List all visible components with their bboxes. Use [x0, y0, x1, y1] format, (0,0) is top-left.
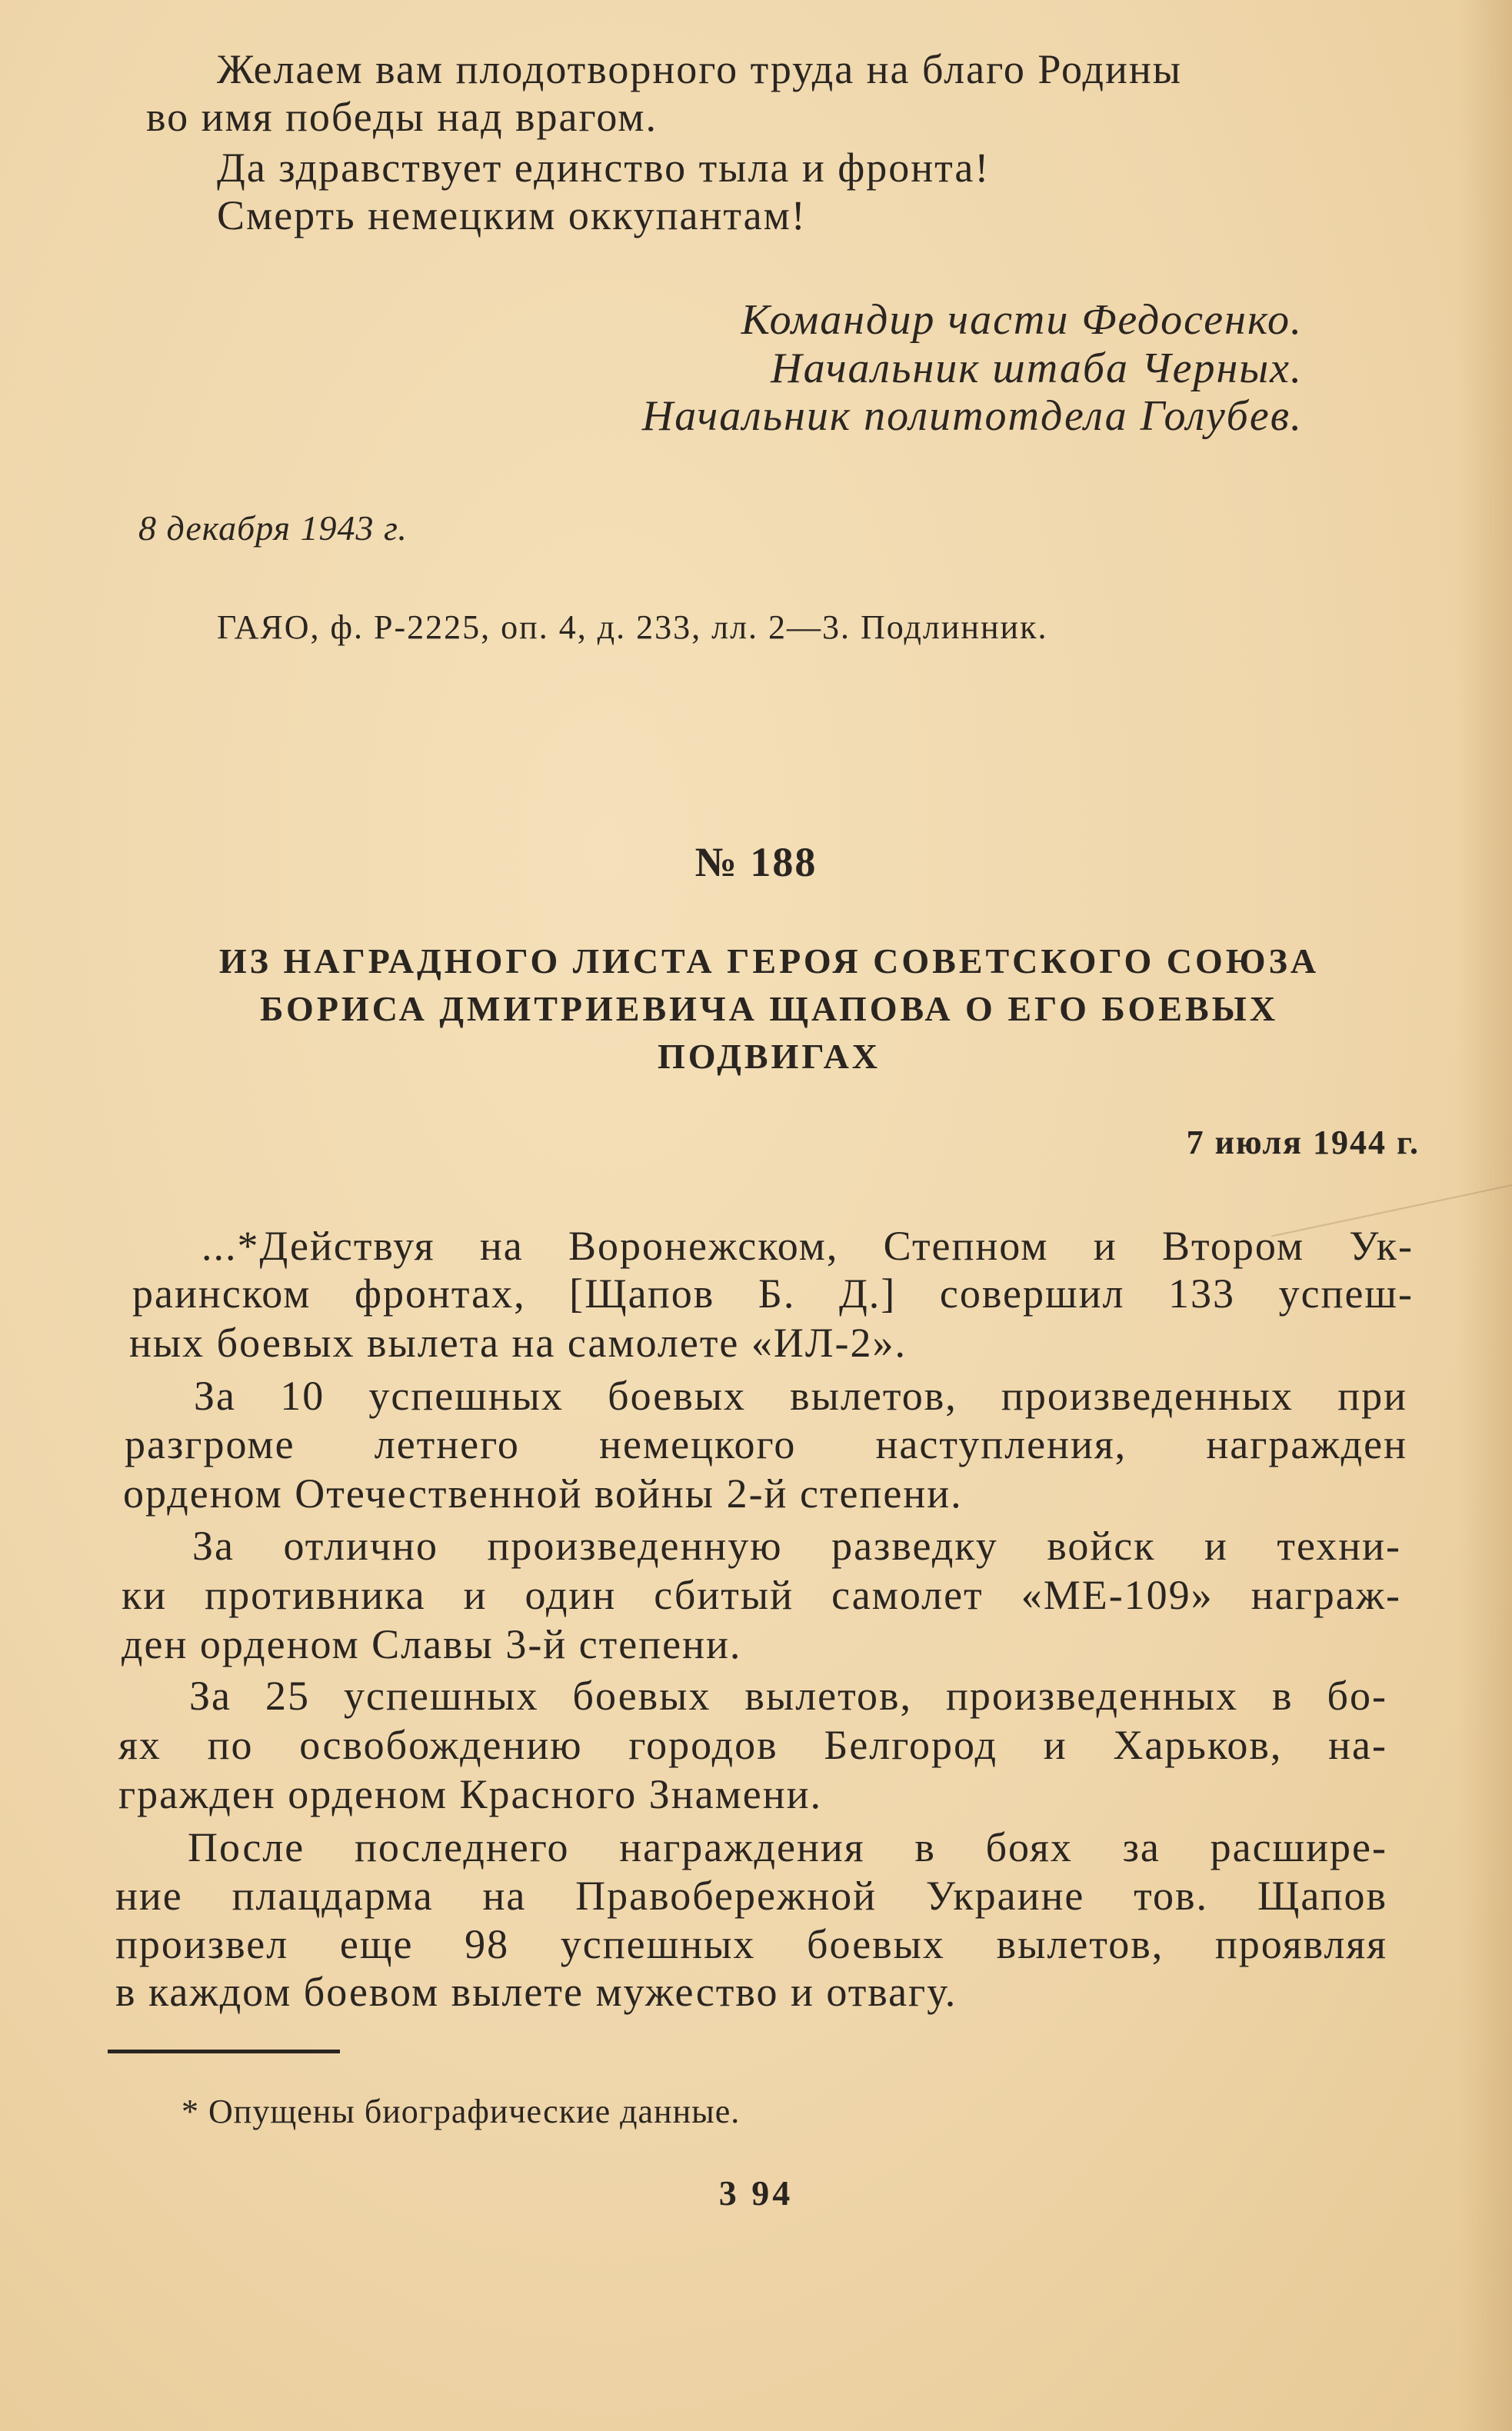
closing-line-2: во имя победы над врагом. [146, 94, 658, 140]
document-number: № 188 [694, 839, 818, 885]
body-line: За отлично произведенную разведку войск и техни- [192, 1523, 1401, 1569]
body-line: орденом Отечественной войны 2-й степени. [123, 1470, 963, 1517]
body-line: ях по освобождению городов Белгород и Харьков, на- [118, 1722, 1387, 1768]
body-line: ...*Действуя на Воронежском, Степном и Втором Ук- [201, 1223, 1414, 1269]
signature-political-chief: Начальник политотдела Голубев. [641, 392, 1303, 440]
closing-line-1: Желаем вам плодотворного труда на благо Родины [217, 46, 1183, 92]
archive-reference: ГАЯО, ф. Р-2225, оп. 4, д. 233, лл. 2—3. Подлинник. [217, 608, 1048, 646]
body-line: в каждом боевом вылете мужество и отвагу. [115, 1969, 957, 2015]
previous-document-date: 8 декабря 1943 г. [138, 508, 408, 548]
closing-line-4: Смерть немецким оккупантам! [217, 192, 807, 238]
body-line: ки противника и один сбитый самолет «МЕ-109» награж- [122, 1572, 1401, 1618]
document-title-line-2: БОРИСА ДМИТРИЕВИЧА ЩАПОВА О ЕГО БОЕВЫХ [259, 989, 1279, 1028]
body-line: ние плацдарма на Правобережной Украине тов. Щапов [115, 1873, 1387, 1919]
signature-commander: Командир части Федосенко. [741, 296, 1303, 344]
body-line: После последнего награждения в боях за расшире- [188, 1824, 1387, 1870]
page-number: 3 94 [718, 2173, 794, 2213]
body-line: произвел еще 98 успешных боевых вылетов, проявляя [115, 1921, 1387, 1967]
footnote: * Опущены биографические данные. [182, 2093, 741, 2130]
document-title-line-1: ИЗ НАГРАДНОГО ЛИСТА ГЕРОЯ СОВЕТСКОГО СОЮЗА [218, 941, 1320, 981]
body-line: раинском фронтах, [Щапов Б. Д.] совершил 133 успеш- [132, 1270, 1414, 1317]
closing-line-3: Да здравствует единство тыла и фронта! [217, 145, 991, 191]
body-line: гражден орденом Красного Знамени. [118, 1771, 823, 1817]
document-title-line-3: ПОДВИГАХ [657, 1037, 881, 1076]
body-line: За 10 успешных боевых вылетов, произведенных при [194, 1373, 1407, 1419]
footnote-divider [108, 2050, 340, 2053]
body-line: За 25 успешных боевых вылетов, произведенных в бо- [189, 1673, 1387, 1719]
signature-chief-of-staff: Начальник штаба Черных. [771, 345, 1303, 392]
body-line: ден орденом Славы 3-й степени. [122, 1621, 742, 1667]
document-date: 7 июля 1944 г. [1186, 1124, 1420, 1161]
body-line: разгроме летнего немецкого наступления, награжден [125, 1421, 1407, 1467]
page-edge-shadow [1458, 0, 1512, 2431]
body-line: ных боевых вылета на самолете «ИЛ-2». [129, 1320, 907, 1366]
